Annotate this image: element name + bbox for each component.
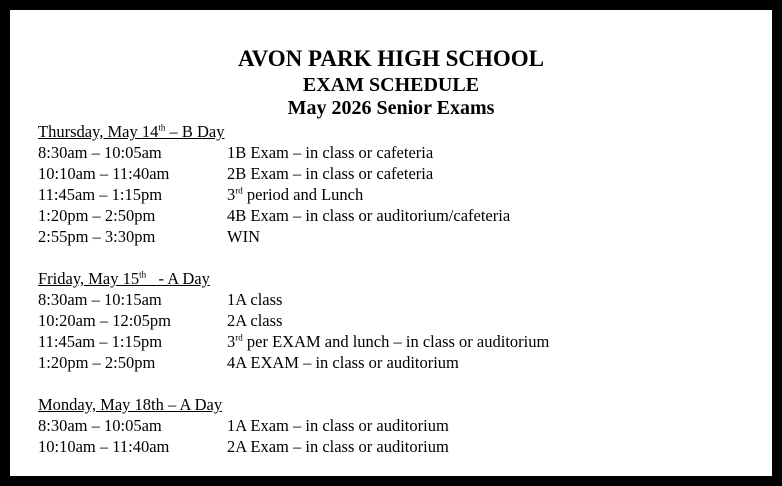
time-slot: 11:45am – 1:15pm <box>38 332 163 351</box>
exam-description: 4B Exam – in class or auditorium/cafeteria <box>227 206 511 225</box>
time-slot: 2:55pm – 3:30pm <box>38 227 156 246</box>
schedule-row <box>0 310 782 331</box>
schedule-row <box>0 415 782 436</box>
exam-description: 2B Exam – in class or cafeteria <box>227 164 434 183</box>
time-slot: 1:20pm – 2:50pm <box>38 206 156 225</box>
exam-description: 2A class <box>227 311 283 330</box>
schedule-row <box>0 163 782 184</box>
time-slot: 10:20am – 12:05pm <box>38 311 171 330</box>
exam-description: 2A Exam – in class or auditorium <box>227 437 449 456</box>
day-heading-monday: Monday, May 18th – A Day <box>38 395 223 414</box>
time-slot: 10:10am – 11:40am <box>38 164 170 183</box>
time-slot: 10:10am – 11:40am <box>38 437 170 456</box>
term-title: May 2026 Senior Exams <box>287 97 495 119</box>
time-slot: 8:30am – 10:05am <box>38 143 162 162</box>
schedule-row <box>0 142 782 163</box>
schedule-row <box>0 436 782 457</box>
schedule-row <box>0 184 782 205</box>
exam-description: WIN <box>227 227 260 246</box>
exam-description: 4A EXAM – in class or auditorium <box>227 353 459 372</box>
schedule-row <box>0 352 782 373</box>
exam-description: 3rd period and Lunch <box>227 185 364 204</box>
day-heading-friday: Friday, May 15th - A Day <box>38 269 210 288</box>
time-slot: 11:45am – 1:15pm <box>38 185 163 204</box>
exam-description: 1A class <box>227 290 283 309</box>
school-name: AVON PARK HIGH SCHOOL <box>237 46 545 71</box>
schedule-row <box>0 226 782 247</box>
day-heading-thursday: Thursday, May 14th – B Day <box>38 122 225 141</box>
exam-description: 3rd per EXAM and lunch – in class or auditorium <box>227 332 550 351</box>
exam-description: 1B Exam – in class or cafeteria <box>227 143 434 162</box>
time-slot: 8:30am – 10:15am <box>38 290 162 309</box>
schedule-row <box>0 331 782 352</box>
schedule-row <box>0 205 782 226</box>
time-slot: 8:30am – 10:05am <box>38 416 162 435</box>
schedule-title: EXAM SCHEDULE <box>302 74 480 96</box>
schedule-row <box>0 289 782 310</box>
exam-description: 1A Exam – in class or auditorium <box>227 416 449 435</box>
time-slot: 1:20pm – 2:50pm <box>38 353 156 372</box>
